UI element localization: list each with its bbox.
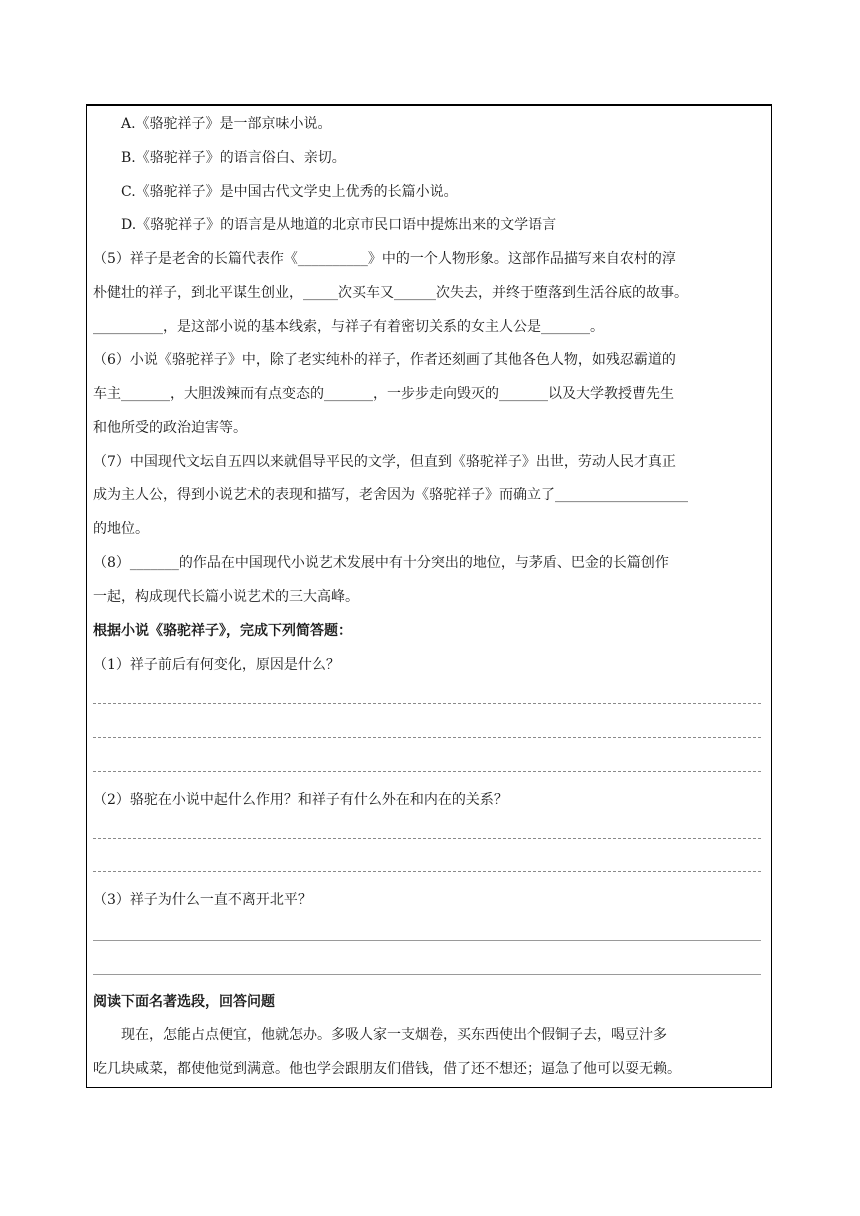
- short-answer-q1: （1）祥子前后有何变化，原因是什么？: [93, 657, 340, 673]
- q8-line-1: （8）_______的作品在中国现代小说艺术发展中有十分突出的地位，与茅盾、巴金的长篇创作: [93, 555, 669, 571]
- reading-line-1: 现在，怎能占点便宜，他就怎办。多吸人家一支烟卷，买东西使出个假铜子去，喝豆汁多: [121, 1027, 667, 1043]
- q7-line-1: （7）中国现代文坛自五四以来就倡导平民的文学，但直到《骆驼祥子》出世，劳动人民才真正: [93, 454, 676, 470]
- option-c: C.《骆驼祥子》是中国古代文学史上优秀的长篇小说。: [121, 184, 458, 200]
- q8-line-2: 一起，构成现代长篇小说艺术的三大高峰。: [93, 589, 359, 605]
- reading-line-2: 吃几块咸菜，都使他觉到满意。他也学会跟朋友们借钱，借了还不想还；逼急了他可以耍无赖。: [93, 1061, 681, 1077]
- answer-line[interactable]: [93, 737, 761, 738]
- answer-line[interactable]: [93, 871, 761, 872]
- q5-line-2: 朴健壮的祥子，到北平谋生创业，_____次买车又______次失去，并终于堕落到生活谷底的故事。: [93, 285, 688, 301]
- answer-line[interactable]: [93, 838, 761, 839]
- answer-line[interactable]: [93, 974, 761, 975]
- q6-line-1: （6）小说《骆驼祥子》中，除了老实纯朴的祥子，作者还刻画了其他各色人物，如残忍霸道的: [93, 352, 676, 368]
- option-d: D.《骆驼祥子》的语言是从地道的北京市民口语中提炼出来的文学语言: [121, 217, 557, 233]
- reading-heading: 阅读下面名著选段，回答问题: [93, 994, 275, 1010]
- short-answer-q3: （3）祥子为什么一直不离开北平？: [93, 892, 312, 908]
- option-b: B.《骆驼祥子》的语言俗白、亲切。: [121, 150, 346, 166]
- answer-line[interactable]: [93, 703, 761, 704]
- answer-line[interactable]: [93, 771, 761, 772]
- answer-line[interactable]: [93, 940, 761, 941]
- short-answer-heading: 根据小说《骆驼祥子》，完成下列简答题：: [93, 623, 352, 639]
- q6-line-2: 车主_______，大胆泼辣而有点变态的_______，一步步走向毁灭的_______以及大学教授曹先生: [93, 386, 674, 402]
- q7-line-3: 的地位。: [93, 521, 149, 537]
- q7-line-2: 成为主人公，得到小说艺术的表现和描写，老舍因为《骆驼祥子》而确立了___________________: [93, 487, 688, 503]
- short-answer-q2: （2）骆驼在小说中起什么作用？和祥子有什么外在和内在的关系？: [93, 792, 508, 808]
- q5-line-1: （5）祥子是老舍的长篇代表作《__________》中的一个人物形象。这部作品描写来自农村的淳: [93, 251, 676, 267]
- option-a: A.《骆驼祥子》是一部京味小说。: [121, 116, 332, 132]
- q5-line-3: __________，是这部小说的基本线索，与祥子有着密切关系的女主人公是_______。: [93, 319, 604, 335]
- q6-line-3: 和他所受的政治迫害等。: [93, 420, 247, 436]
